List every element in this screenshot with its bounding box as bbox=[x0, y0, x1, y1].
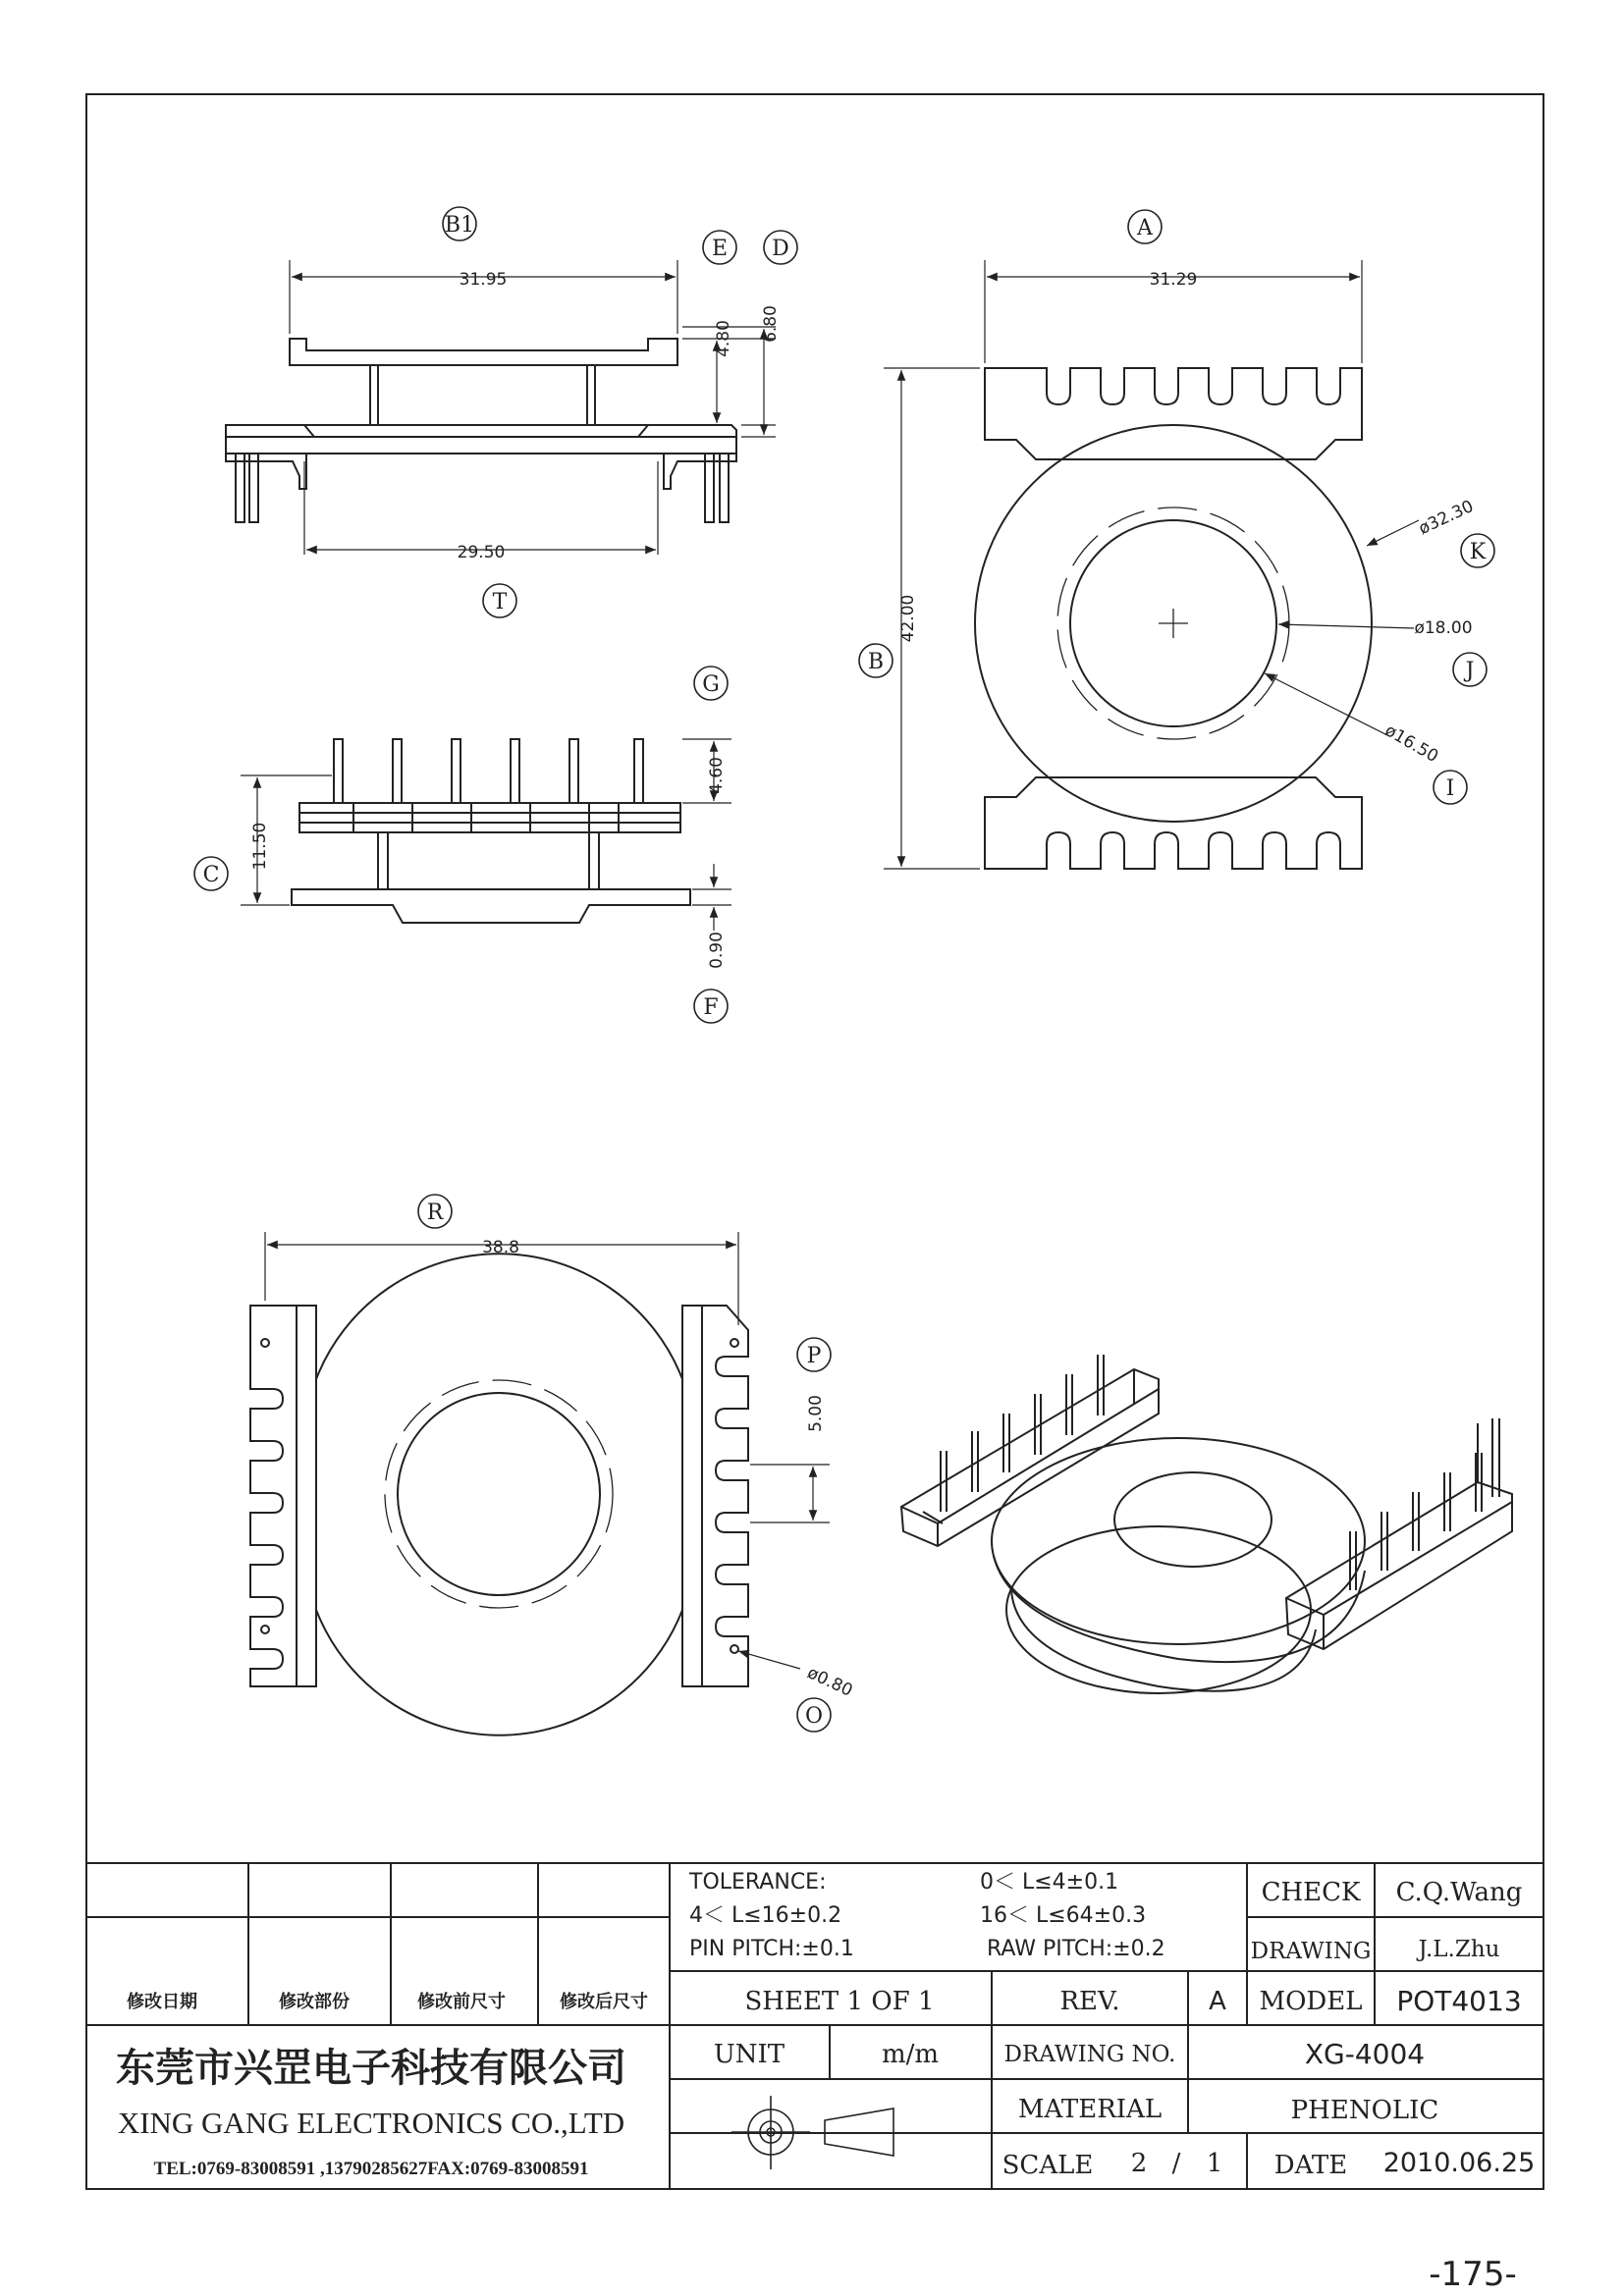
dim-b1-width: 31.95 bbox=[459, 270, 508, 290]
date-label: DATE bbox=[1273, 2151, 1348, 2180]
raw-pitch: RAW PITCH:±0.2 bbox=[987, 1937, 1165, 1961]
dim-i-dia: ø16.50 bbox=[1380, 721, 1442, 768]
rev-after-label: 修改后尺寸 bbox=[560, 1992, 648, 2012]
tolerance-1: 0＜ L≤4±0.1 bbox=[980, 1870, 1119, 1895]
dim-c-height: 11.50 bbox=[250, 822, 270, 871]
tolerance-2: 4＜ L≤16±0.2 bbox=[689, 1903, 842, 1928]
svg-text:P: P bbox=[806, 1344, 822, 1368]
callout-k bbox=[1461, 534, 1494, 567]
callout-c bbox=[194, 857, 228, 890]
side-view-top-dims bbox=[290, 260, 776, 555]
dim-p-pitch: 5.00 bbox=[806, 1395, 826, 1432]
dim-j-dia: ø18.00 bbox=[1414, 618, 1473, 638]
drawing-label: DRAWING bbox=[1250, 1939, 1372, 1964]
check-label: CHECK bbox=[1261, 1878, 1361, 1907]
callout-t bbox=[483, 584, 516, 617]
page-number: -175- bbox=[1429, 2255, 1517, 2294]
dim-g-height: 4.60 bbox=[707, 757, 727, 794]
tolerance-3: 16＜ L≤64±0.3 bbox=[980, 1903, 1147, 1928]
check-value: C.Q.Wang bbox=[1395, 1878, 1523, 1907]
dim-f-height: 0.90 bbox=[707, 932, 727, 969]
unit-label: UNIT bbox=[713, 2040, 785, 2069]
svg-text:B: B bbox=[867, 650, 885, 674]
material-value: PHENOLIC bbox=[1290, 2096, 1439, 2125]
rev-value: A bbox=[1209, 1987, 1226, 2016]
scale-label: SCALE bbox=[1001, 2151, 1094, 2180]
sheet-count: SHEET 1 OF 1 bbox=[744, 1987, 935, 2016]
date-value: 2010.06.25 bbox=[1382, 2148, 1536, 2178]
callout-o bbox=[797, 1698, 831, 1732]
front-view-dims bbox=[241, 739, 731, 931]
svg-text:F: F bbox=[703, 995, 719, 1020]
svg-text:R: R bbox=[426, 1201, 444, 1225]
company-name-en: XING GANG ELECTRONICS CO.,LTD bbox=[117, 2106, 625, 2140]
tolerance-label: TOLERANCE: bbox=[689, 1870, 827, 1895]
svg-text:A: A bbox=[1137, 216, 1153, 240]
dim-k-dia: ø32.30 bbox=[1415, 496, 1477, 540]
drawing-no-value: XG-4004 bbox=[1304, 2038, 1426, 2070]
unit-value: m/m bbox=[881, 2040, 940, 2069]
callout-f bbox=[694, 989, 728, 1023]
drawing-value: J.L.Zhu bbox=[1418, 1937, 1500, 1962]
callout-j bbox=[1453, 653, 1487, 686]
callout-r bbox=[418, 1195, 452, 1228]
rev-before-label: 修改前尺寸 bbox=[417, 1992, 506, 2012]
side-view-top bbox=[226, 339, 736, 522]
svg-text:E: E bbox=[711, 237, 729, 261]
svg-text:G: G bbox=[702, 672, 720, 697]
bottom-view-dims bbox=[265, 1232, 830, 1669]
svg-text:K: K bbox=[1469, 540, 1487, 564]
scale-num: 2 bbox=[1130, 2149, 1148, 2178]
top-view bbox=[975, 368, 1372, 869]
rev-part-label: 修改部份 bbox=[279, 1992, 350, 2012]
company-tel: TEL:0769-83008591 ,13790285627FAX:0769-83008591 bbox=[153, 2159, 589, 2179]
dim-b-height: 42.00 bbox=[898, 594, 918, 643]
svg-text:I: I bbox=[1445, 776, 1455, 801]
svg-text:T: T bbox=[492, 590, 508, 614]
company-name-cn: 东莞市兴罡电子科技有限公司 bbox=[116, 2046, 626, 2091]
svg-text:C: C bbox=[202, 863, 220, 887]
callout-a bbox=[1128, 210, 1162, 243]
svg-text:J: J bbox=[1465, 659, 1475, 683]
scale-sep: / bbox=[1171, 2149, 1181, 2178]
scale-den: 1 bbox=[1206, 2149, 1223, 2178]
dim-t-width: 29.50 bbox=[457, 543, 506, 562]
model-value: POT4013 bbox=[1396, 1985, 1522, 2017]
callout-i bbox=[1434, 771, 1467, 804]
model-label: MODEL bbox=[1259, 1987, 1363, 2016]
dim-e-height: 4.80 bbox=[714, 320, 733, 357]
pin-pitch: PIN PITCH:±0.1 bbox=[689, 1937, 854, 1961]
dim-a-width: 31.29 bbox=[1149, 270, 1198, 290]
front-view bbox=[292, 739, 690, 923]
callout-e bbox=[703, 231, 736, 264]
svg-text:B1: B1 bbox=[444, 213, 475, 238]
svg-text:O: O bbox=[804, 1704, 824, 1729]
bottom-view bbox=[250, 1254, 748, 1735]
dim-o-dia: ø0.80 bbox=[804, 1663, 856, 1701]
callout-b bbox=[859, 644, 893, 677]
dim-d-height: 6.80 bbox=[761, 305, 781, 343]
callout-g bbox=[694, 667, 728, 700]
dim-r-width: 38.8 bbox=[482, 1238, 519, 1257]
material-label: MATERIAL bbox=[1017, 2095, 1163, 2124]
svg-text:D: D bbox=[772, 237, 789, 261]
callout-b1 bbox=[443, 207, 476, 240]
isometric-view bbox=[901, 1355, 1512, 1693]
callout-p bbox=[797, 1338, 831, 1371]
drawing-no-label: DRAWING NO. bbox=[1003, 2042, 1176, 2067]
rev-label: REV. bbox=[1059, 1987, 1120, 2016]
callout-d bbox=[764, 231, 797, 264]
rev-date-label: 修改日期 bbox=[127, 1992, 197, 2012]
